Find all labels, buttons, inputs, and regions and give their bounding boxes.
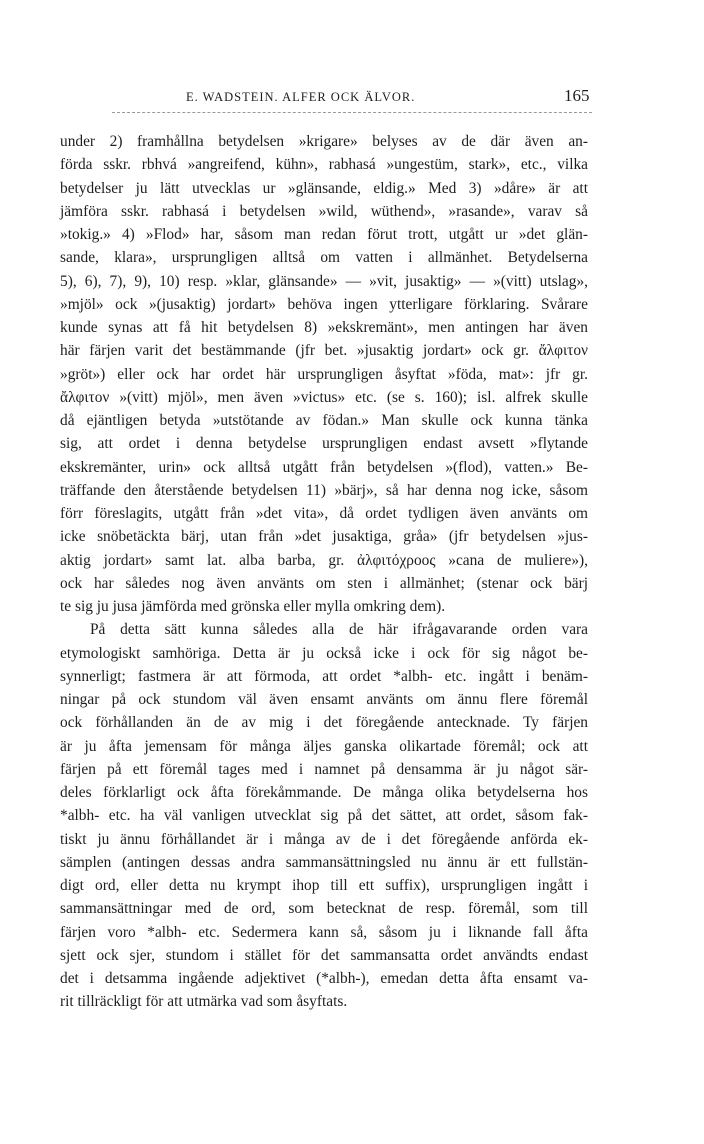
text-line: 5), 6), 7), 9), 10) resp. »klar, glänsande» — »vit, jusaktig» — »(vitt) utslag», <box>60 272 588 290</box>
text-line: då ejäntligen betyda »utstötande av födan.» Man skulle ock kunna tänka <box>60 412 588 429</box>
text-line: det i detsamma ingående adjektivet (*albh-), emedan detta åfta ensamt va- <box>60 970 588 987</box>
text-line: sig, att ordet i denna betydelse ursprungligen endast avsett »flytande <box>60 435 588 453</box>
paragraph-2 <box>60 618 588 1013</box>
text-line: aktig jordart» samt lat. alba barba, gr. ἀλφιτόχροος »cana de muliere»), <box>60 551 588 569</box>
text-line: jämföra sskr. rabhasá i betydelsen »wild, wüthend», »rasande», varav så <box>60 202 588 220</box>
text-line: sjett ock sjer, stundom i stället för det sammansatta ordet användts endast <box>60 946 588 964</box>
text-line: träffande den återstående betydelsen 11) »bärj», så har denna nog icke, såsom <box>60 481 588 499</box>
text-line: ningar på ock stundom väl även ensamt använts om ännu flere föremål <box>60 691 588 708</box>
text-line: färjen på ett föremål tages med i namnet på densamma är ju något sär- <box>60 760 588 778</box>
header-rule <box>112 112 592 113</box>
text-line: digt ord, eller detta nu krympt ihop till ett suffix), ursprungligen ingått i <box>60 877 588 894</box>
text-line: »gröt») eller ock har ordet här ursprungligen åsyftat »föda, mat»: jfr gr. <box>60 365 588 383</box>
text-line: etymologiskt samhöriga. Detta är ju också icke i ock för sig något be- <box>60 644 588 662</box>
text-line: tiskt ju ännu förhållandet är i många av de i det föregående anförda ek- <box>60 830 588 848</box>
text-line: förr föreslagits, utgått från »det vita», då ordet tydligen även använts om <box>60 505 588 522</box>
text-line: ock har således nog även använts om sten i allmänhet; (stenar ock bärj <box>60 574 588 592</box>
text-line: deles förklarligt ock åfta förekåmmande. De många olika betydelserna hos <box>60 784 588 801</box>
text-line: här färjen varit det bestämmande (jfr bet. »jusaktig jordart» ock gr. ἄλφιτον <box>60 342 588 360</box>
text-line: sämplen (antingen dessas andra sammansättningsled nu ännu är ett fullstän- <box>60 853 588 871</box>
text-line: sammansättningar med de ord, som betecknat de resp. föremål, som till <box>60 900 588 918</box>
text-line: är ju åfta jemensam för många äljes ganska olikartade föremål; ock att <box>60 737 588 755</box>
paragraph-1 <box>60 130 588 618</box>
text-line: kunde synas att få hit betydelsen 8) »ekskremänt», men antingen har även <box>60 319 588 336</box>
body-text <box>60 130 588 1014</box>
text-line: under 2) framhållna betydelsen »krigare» belyses av de där även an- <box>60 133 588 150</box>
text-line: ock förhållanden än de av mig i det föregående antecknade. Ty färjen <box>60 714 588 732</box>
text-line: rit tillräckligt för att utmärka vad som åsyftats. <box>60 993 348 1011</box>
text-line: *albh- etc. ha väl vanligen utvecklat sig på det sättet, att ordet, såsom fak- <box>60 807 588 825</box>
running-head-title: E. WADSTEIN. ALFER OCK ÄLVOR. <box>186 90 416 104</box>
text-line: icke snöbetäckta bärj, utan från »det jusaktiga, gråa» (jfr betydelsen »jus- <box>60 528 588 546</box>
text-line: färjen voro *albh- etc. Sedermera kann så, såsom ju i liknande fall åfta <box>60 923 588 941</box>
text-line: te sig ju jusa jämförda med grönska eller mylla omkring dem). <box>60 598 446 615</box>
text-line: På detta sätt kunna således alla de här ifrågavarande orden vara <box>90 621 588 639</box>
text-line: »mjöl» ock »(jusaktig) jordart» behöva ingen ytterligare förklaring. Svårare <box>60 295 588 313</box>
text-line: ekskremänter, urin» ock alltså utgått från betydelsen »(flod), vatten.» Be- <box>60 458 588 476</box>
running-head <box>0 86 704 110</box>
text-line: synnerligt; fastmera är att förmoda, att ordet *albh- etc. ingått i benäm- <box>60 667 588 685</box>
text-line: betydelser ju lätt utvecklas ur »glänsande, eldig.» Med 3) »dåre» är att <box>60 179 588 197</box>
text-line: »tokig.» 4) »Flod» har, såsom man redan förut trott, utgått ur »det glän- <box>60 226 588 243</box>
page-number: 165 <box>564 86 590 105</box>
text-line: sande, klara», ursprungligen alltså om vatten i allmänhet. Betydelserna <box>60 249 588 267</box>
text-line: förda sskr. rbhvá »angreifend, kühn», rabhasá »ungestüm, stark», etc., vilka <box>60 156 588 174</box>
text-line: ἄλφιτον »(vitt) mjöl», men även »victus» etc. (se s. 160); isl. alfrek skulle <box>60 388 588 406</box>
